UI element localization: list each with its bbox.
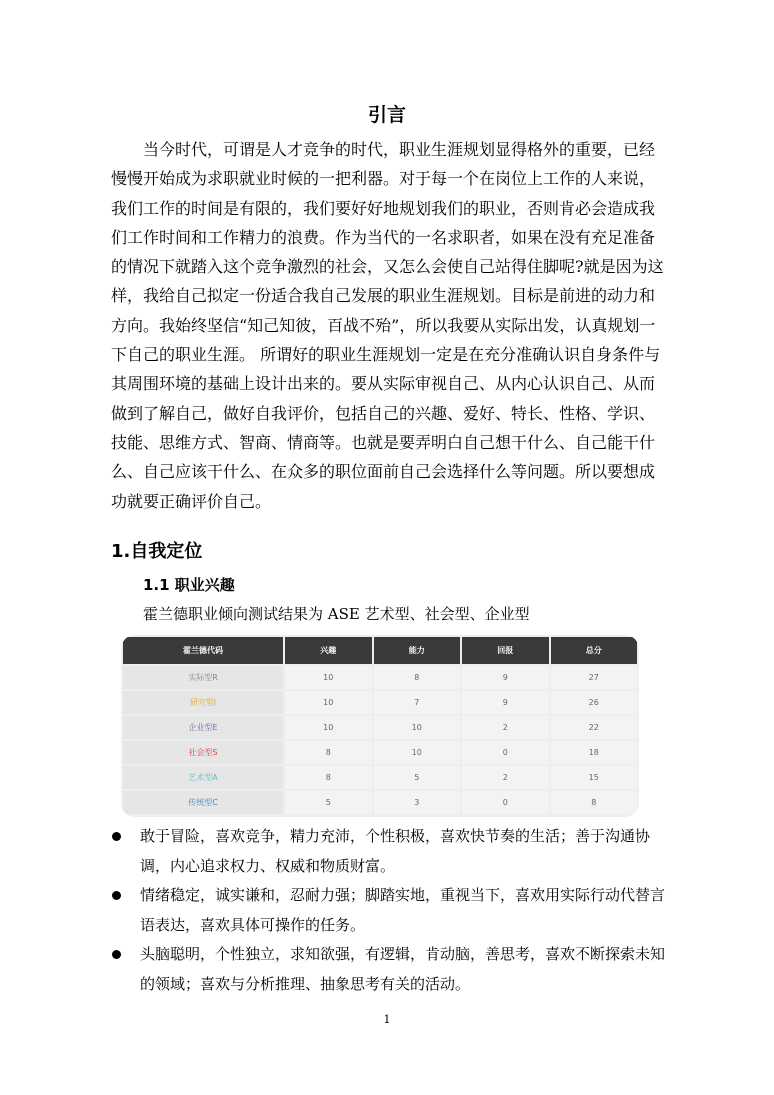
reward-cell: 2	[462, 716, 549, 739]
holland-score-table	[121, 635, 639, 816]
bullet-dot-icon	[112, 950, 121, 959]
table-header-cell: 能力	[374, 637, 461, 664]
list-item	[111, 881, 671, 940]
holland-table	[121, 635, 639, 817]
table-row	[123, 741, 637, 764]
table-header-cell: 总分	[551, 637, 638, 664]
table-row	[123, 766, 637, 789]
total-cell: 18	[551, 741, 638, 764]
holland-type-cell: 研究型I	[123, 691, 283, 714]
trait-list	[111, 822, 671, 999]
subsection-heading-career-interest: 1.1 职业兴趣	[143, 576, 235, 594]
interest-cell: 8	[285, 766, 372, 789]
total-cell: 26	[551, 691, 638, 714]
list-item-text: 头脑聪明，个性独立，求知欲强，有逻辑，肯动脑，善思考，喜欢不断探索未知的领域；喜欢与分析推理、抽象思考有关的活动。	[140, 945, 666, 993]
ability-cell: 5	[374, 766, 461, 789]
table-header-cell: 兴趣	[285, 637, 372, 664]
holland-type-cell: 企业型E	[123, 716, 283, 739]
ability-cell: 7	[374, 691, 461, 714]
page-number: 1	[383, 1013, 391, 1026]
section-heading-self-positioning: 1.自我定位	[111, 541, 203, 562]
holland-type-cell: 实际型R	[123, 666, 283, 689]
reward-cell: 0	[462, 741, 549, 764]
list-item	[111, 940, 671, 999]
bullet-dot-icon	[112, 832, 121, 841]
reward-cell: 2	[462, 766, 549, 789]
ability-cell: 10	[374, 741, 461, 764]
interest-cell: 10	[285, 666, 372, 689]
list-item-text: 敢于冒险，喜欢竞争，精力充沛，个性积极，喜欢快节奏的生活；善于沟通协调，内心追求权力、权威和物质财富。	[140, 827, 651, 875]
table-header-cell: 霍兰德代码	[123, 637, 283, 664]
holland-type-cell: 艺术型A	[123, 766, 283, 789]
holland-type-cell: 传统型C	[123, 791, 283, 814]
table-row	[123, 716, 637, 739]
total-cell: 8	[551, 791, 638, 814]
ability-cell: 3	[374, 791, 461, 814]
bullet-dot-icon	[112, 891, 121, 900]
ability-cell: 8	[374, 666, 461, 689]
holland-result-text: 霍兰德职业倾向测试结果为 ASE 艺术型、社会型、企业型	[143, 605, 530, 623]
intro-paragraph: 当今时代，可谓是人才竞争的时代，职业生涯规划显得格外的重要，已经慢慢开始成为求职就业时候的一把利器。对于每一个在岗位上工作的人来说，我们工作的时间是有限的，我们要好好地规划我们的职业，否则肯必会造成我们工作时间和工作精力的浪费。作为当代的一名求职者，如果在没有充足准备的情况下就踏入这个竞争激烈的社会，又怎么会使自己站得住脚呢?就是因为这样，我给自己拟定一份适合我自己发展的职业生涯规划。目标是前进的动力和方向。我始终坚信“知己知彼，百战不殆”，所以我要从实际出发，认真规划一下自己的职业生涯。 所谓好的职业生涯规划一定是在充分准确认识自身条件与其周围环境的基础上设计出来的。要从实际审视自己、从内心认识自己、从而做到了解自己，做好自我评价，包括自己的兴趣、爱好、特长、性格、学识、技能、思维方式、智商、情商等。也就是要弄明白自己想干什么、自己能干什么、自己应该干什么、在众多的职位面前自己会选择什么等问题。所以要想成功就要正确评价自己。	[111, 140, 664, 511]
reward-cell: 9	[462, 666, 549, 689]
total-cell: 27	[551, 666, 638, 689]
interest-cell: 5	[285, 791, 372, 814]
holland-type-cell: 社会型S	[123, 741, 283, 764]
reward-cell: 9	[462, 691, 549, 714]
total-cell: 22	[551, 716, 638, 739]
reward-cell: 0	[462, 791, 549, 814]
list-item-text: 情绪稳定，诚实谦和，忍耐力强；脚踏实地，重视当下，喜欢用实际行动代替言语表达，喜欢具体可操作的任务。	[140, 886, 666, 934]
table-header-cell: 回报	[462, 637, 549, 664]
interest-cell: 10	[285, 691, 372, 714]
table-header-row	[123, 637, 637, 664]
list-item	[111, 822, 671, 881]
total-cell: 15	[551, 766, 638, 789]
interest-cell: 10	[285, 716, 372, 739]
table-row	[123, 666, 637, 689]
page-title: 引言	[367, 104, 406, 126]
ability-cell: 10	[374, 716, 461, 739]
table-row	[123, 691, 637, 714]
interest-cell: 8	[285, 741, 372, 764]
table-row	[123, 791, 637, 814]
